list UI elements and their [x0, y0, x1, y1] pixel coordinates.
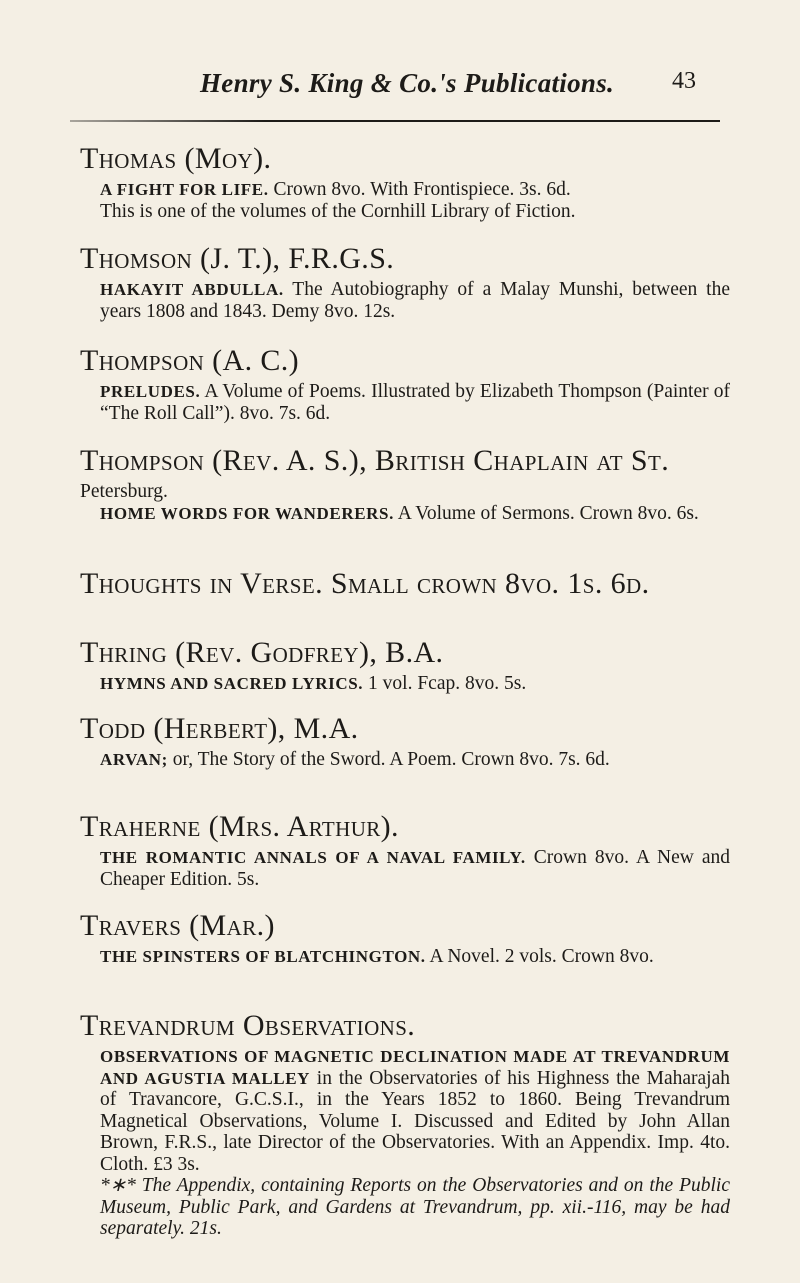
- entry-body: [80, 749, 730, 771]
- entry-body: [80, 279, 730, 322]
- entry-author: Todd (Herbert), M.A.: [80, 712, 359, 745]
- page-number: 43: [672, 68, 696, 94]
- book-title: HOME WORDS FOR WANDERERS.: [100, 503, 394, 523]
- header-rule: [70, 120, 720, 122]
- entry-author: Trevandrum Observations.: [80, 1009, 416, 1042]
- entry-body: [80, 179, 730, 222]
- book-title: A FIGHT FOR LIFE.: [100, 180, 269, 199]
- entry-body: [80, 847, 730, 890]
- book-details: A Volume of Poems. Illustrated by Elizabeth Thompson (Painter of “The Roll Call”). 8vo. 7s. 6d.: [100, 381, 730, 424]
- entry-traherne: [80, 810, 730, 890]
- book-details: or, The Story of the Sword. A Poem. Crown 8vo. 7s. 6d.: [172, 749, 610, 770]
- entry-author: Thring (Rev. Godfrey), B.A.: [80, 636, 444, 669]
- entry-travers: [80, 909, 730, 968]
- appendix-note: *∗* The Appendix, containing Reports on the Observatories and on the Public Museum, Public Park, and Gardens at Trevandrum, pp. xii.-116, may be had separately. 21s.: [100, 1175, 730, 1239]
- entry-author: Traherne (Mrs. Arthur).: [80, 810, 399, 843]
- entry-todd: [80, 712, 730, 771]
- book-details: in the Observatories of his Highness the Maharajah of Travancore, G.C.S.I., in the Years 1852 to 1860. Being Trevandrum Magnetical Observations, Volume I. Discussed and Edited by John Allan Brown, F.R.S., late Director of the Observatories. With an Appendix. Imp. 4to. Cloth. £3 3s.: [100, 1067, 730, 1175]
- entry-thring: [80, 636, 730, 695]
- entry-body: [80, 946, 730, 968]
- book-details: Crown 8vo. A New and Cheaper Edition. 5s.: [100, 847, 730, 890]
- running-head: [0, 62, 800, 102]
- entry-author: Thomson (J. T.), F.R.G.S.: [80, 242, 395, 275]
- book-note: This is one of the volumes of the Cornhill Library of Fiction.: [100, 200, 576, 222]
- entry-body: [80, 673, 730, 695]
- entry-body: [80, 381, 730, 424]
- book-title: THE ROMANTIC ANNALS OF A NAVAL FAMILY.: [100, 848, 526, 867]
- entry-thoughts: [80, 567, 730, 601]
- book-title: HYMNS AND SACRED LYRICS.: [100, 674, 364, 693]
- running-title: Henry S. King & Co.'s Publications.: [200, 68, 615, 98]
- book-details: Crown 8vo. With Frontispiece. 3s. 6d.: [273, 179, 571, 200]
- entry-author: Travers (Mar.): [80, 909, 275, 942]
- author-continued: Petersburg.: [80, 481, 168, 502]
- entry-body: [80, 481, 730, 524]
- book-details: A Volume of Sermons. Crown 8vo. 6s.: [397, 502, 699, 524]
- entry-thomas: [80, 142, 730, 222]
- book-title: OBSERVATIONS OF MAGNETIC DECLINATION MADE AT TREVANDRUM AND AGUSTIA MALLEY: [100, 1047, 730, 1088]
- entry-author: Thomas (Moy).: [80, 142, 272, 175]
- entry-thompson-as: [80, 444, 730, 524]
- book-details: The Autobiography of a Malay Munshi, between the years 1808 and 1843. Demy 8vo. 12s.: [100, 279, 731, 322]
- entry-thomson: [80, 242, 730, 322]
- entry-author: Thompson (A. C.): [80, 344, 300, 377]
- book-title: THE SPINSTERS OF BLATCHINGTON.: [100, 947, 426, 966]
- entry-trevandrum: [80, 1009, 730, 1240]
- entry-author: Thompson (Rev. A. S.), British Chaplain at St.: [80, 444, 670, 477]
- book-title: ARVAN;: [100, 750, 168, 769]
- book-title: HAKAYIT ABDULLA.: [100, 280, 284, 299]
- book-title: PRELUDES.: [100, 382, 201, 401]
- entry-thompson-ac: [80, 344, 730, 424]
- entry-author: Thoughts in Verse. Small crown 8vo. 1s. 6d.: [80, 567, 650, 600]
- book-details: 1 vol. Fcap. 8vo. 5s.: [368, 673, 527, 694]
- entry-body: [80, 1046, 730, 1240]
- book-details: A Novel. 2 vols. Crown 8vo.: [429, 946, 654, 967]
